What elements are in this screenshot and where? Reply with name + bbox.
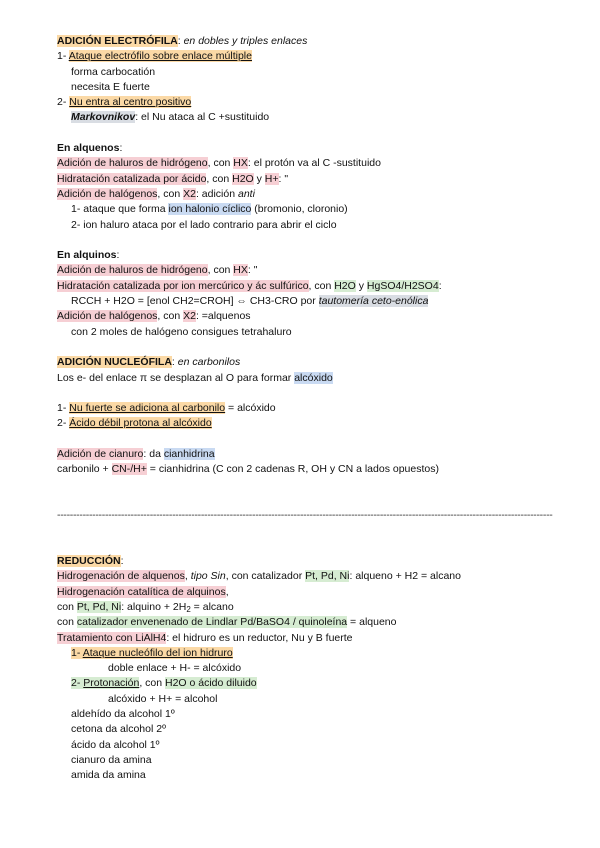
section-title: ADICIÓN ELECTRÓFILA [57,35,178,47]
text-line: Markovnikov: el Nu ataca al C +sustituido [71,111,270,124]
text-line: 2- Protonación, con H2O o ácido diluido [71,677,257,690]
divider-line: ----------------------------------------------------------------------------------------------------------------------------------------------------------- [57,509,553,522]
text-line: doble enlace + H- = alcóxido [108,662,242,675]
alkynes-heading: En alquinos: [57,249,120,262]
electrophilic-heading: ADICIÓN ELECTRÓFILA: en dobles y triples enlaces [57,35,308,47]
text-line: Adición de haluros de hidrógeno, con HX: " [57,264,258,277]
text-line: Adición de halógenos, con X2: =alquenos [57,310,251,323]
text-line: Adición de cianuro: da cianhidrina [57,448,215,461]
text-line: RCCH + H2O = [enol CH2=CROH] ⇔ CH3-CRO por tautomería ceto-enólica [71,295,429,308]
alkenes-heading: En alquenos: [57,142,123,155]
text-line: Hidratación catalizada por ácido, con H2O y H+: " [57,172,289,185]
text-line: Los e- del enlace π se desplazan al O para formar alcóxido [57,371,333,384]
text-line: 1- ataque que forma ion halonio cíclico (bromonio, cloronio) [71,203,348,216]
document-page [57,34,557,784]
reduction-heading: REDUCCIÓN: [57,555,124,568]
text-line: carbonilo + CN-/H+ = cianhidrina (C con 2 cadenas R, OH y CN a lados opuestos) [57,463,439,476]
text-line: Hidrogenación de alquenos, tipo Sin, con catalizador Pt, Pd, Ni: alqueno + H2 = alcano [57,570,461,583]
text-line: 1- Nu fuerte se adiciona al carbonilo = alcóxido [57,402,276,415]
text-line: Tratamiento con LiAlH4: el hidruro es un reductor, Nu y B fuerte [57,631,353,644]
text-line: ácido da alcohol 1º [71,738,160,751]
text-line: con catalizador envenenado de Lindlar Pd/BaSO4 / quinoleína = alqueno [57,616,397,629]
text-line: con 2 moles de halógeno consigues tetrahaluro [71,325,292,338]
text-line: Adición de halógenos, con X2: adición anti [57,187,255,200]
text-line: amida da amina [71,769,146,782]
text-line: 2- Ácido débil protona al alcóxido [57,417,212,430]
text-line: aldehído da alcohol 1º [71,708,175,721]
section-title: REDUCCIÓN [57,555,121,568]
text-line: con Pt, Pd, Ni: alquino + $2H_2$ = alcano [57,600,234,614]
text-line: 2- Nu entra al centro positivo [57,96,192,109]
nucleophilic-heading: ADICIÓN NUCLEÓFILA: en carbonilos [57,356,241,369]
text-line: Hidrogenación catalítica de alquinos, [57,585,229,598]
text-line: cetona da alcohol 2º [71,723,166,736]
text-line: 2- ion haluro ataca por el lado contrario para abrir el ciclo [71,218,337,231]
section-note: en carbonilos [177,356,241,369]
section-note: en dobles y triples enlaces [183,35,308,47]
text-line: necesita E fuerte [71,80,150,93]
text-line: alcóxido + H+ = alcohol [108,692,218,705]
text-line: 1- Ataque nucleófilo del ion hidruro [71,646,233,659]
text-line: forma carbocatión [71,65,156,78]
text-line: 1- Ataque electrófilo sobre enlace múltiple [57,50,252,63]
text-line: Hidratación catalizada por ion mercúrico y ác sulfúrico, con H2O y HgSO4/H2SO4: [57,279,442,292]
section-title: ADICIÓN NUCLEÓFILA [57,356,172,369]
text-line: Adición de haluros de hidrógeno, con HX: el protón va al C -sustituido [57,157,381,170]
text-line: cianuro da amina [71,753,152,766]
